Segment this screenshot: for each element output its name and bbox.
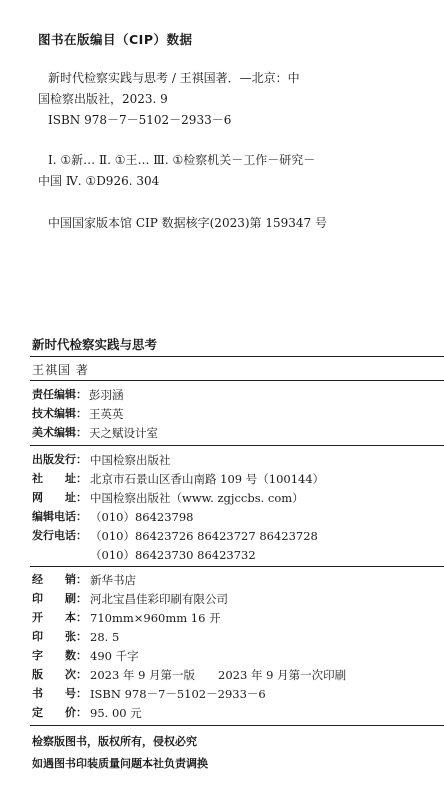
cip-heading: 图书在版编目（CIP）数据	[38, 32, 193, 47]
editor-label: 技术编辑：	[32, 407, 87, 420]
detail-value: 新华书店	[90, 573, 136, 587]
detail-value: （010）86423798	[90, 510, 194, 524]
editor-value: 天之赋设计室	[89, 426, 158, 440]
detail-value: 710mm×960mm 16 开	[90, 611, 221, 625]
editor-value: 王英英	[89, 407, 124, 421]
detail-row-distributor	[32, 572, 434, 588]
editor-row	[32, 387, 434, 403]
divider	[30, 566, 444, 567]
detail-value: 2023 年 9 月第一版 2023 年 9 月第一次印刷	[90, 668, 347, 682]
detail-value: 中国检察出版社（www. zgjccbs. com）	[90, 491, 304, 505]
detail-label: 发行电话：	[32, 529, 87, 542]
cip-class-line-2: 中国 Ⅳ. ①D926. 304	[38, 174, 160, 188]
detail-row-sheets	[32, 629, 434, 645]
editor-label: 责任编辑：	[32, 388, 87, 401]
detail-value: ISBN 978－7－5102－2933－6	[90, 687, 266, 701]
detail-row-edition	[32, 667, 434, 683]
editor-label: 美术编辑：	[32, 426, 87, 439]
detail-value: 河北宝昌佳彩印刷有限公司	[90, 592, 228, 606]
divider	[30, 380, 444, 381]
quality-notice: 如遇图书印装质量问题本社负责调换	[32, 757, 208, 770]
detail-value: 490 千字	[90, 649, 139, 663]
detail-row-price	[32, 705, 434, 721]
cip-record	[38, 213, 416, 234]
detail-row-sales-phone-2	[32, 547, 434, 563]
detail-value: 95. 00 元	[90, 706, 142, 720]
book-title: 新时代检察实践与思考	[32, 337, 158, 352]
detail-label: 网 址：	[32, 491, 87, 504]
editor-row	[32, 406, 434, 422]
detail-row-website	[32, 490, 434, 506]
detail-value: 中国检察出版社	[90, 453, 171, 467]
cip-publisher-line: 国检察出版社，2023. 9	[38, 92, 168, 106]
detail-label: 开 本：	[32, 611, 87, 624]
cip-class-line-1: Ⅰ. ①新… Ⅱ. ①王… Ⅲ. ①检察机关－工作－研究－	[48, 153, 316, 167]
detail-label: 印 张：	[32, 630, 87, 643]
detail-row-address	[32, 471, 434, 487]
detail-value: 28. 5	[90, 630, 120, 644]
detail-value: （010）86423726 86423727 86423728	[90, 529, 318, 543]
detail-value: （010）86423730 86423732	[90, 548, 256, 562]
cip-title-line: 新时代检察实践与思考 / 王祺国著．—北京：中	[48, 71, 300, 85]
cip-isbn: ISBN 978－7－5102－2933－6	[48, 113, 232, 127]
editor-value: 彭羽涵	[89, 388, 124, 402]
detail-label: 版 次：	[32, 668, 87, 681]
divider	[30, 356, 444, 357]
cip-classification	[38, 150, 416, 192]
divider	[30, 445, 444, 446]
detail-row-words	[32, 648, 434, 664]
detail-value: 北京市石景山区香山南路 109 号（100144）	[90, 472, 325, 486]
detail-row-sales-phone	[32, 528, 434, 544]
cip-record-number: 中国国家版本馆 CIP 数据核字(2023)第 159347 号	[48, 216, 327, 230]
detail-label: 出版发行：	[32, 453, 87, 466]
detail-label: 定 价：	[32, 706, 87, 719]
detail-row-isbn	[32, 686, 434, 702]
editor-row	[32, 425, 434, 441]
detail-row-format	[32, 610, 434, 626]
detail-label: 书 号：	[32, 687, 87, 700]
divider	[30, 725, 444, 726]
detail-label: 编辑电话：	[32, 510, 87, 523]
copyright-notice: 检察版图书，版权所有，侵权必究	[32, 735, 197, 748]
detail-label: 字 数：	[32, 649, 87, 662]
detail-row-publisher	[32, 452, 434, 468]
detail-label: 经 销：	[32, 573, 87, 586]
detail-row-printer	[32, 591, 434, 607]
cip-entry	[38, 68, 416, 131]
detail-label: 社 址：	[32, 472, 87, 485]
book-author: 王祺国 著	[32, 363, 89, 377]
detail-row-edit-phone	[32, 509, 434, 525]
detail-label: 印 刷：	[32, 592, 87, 605]
